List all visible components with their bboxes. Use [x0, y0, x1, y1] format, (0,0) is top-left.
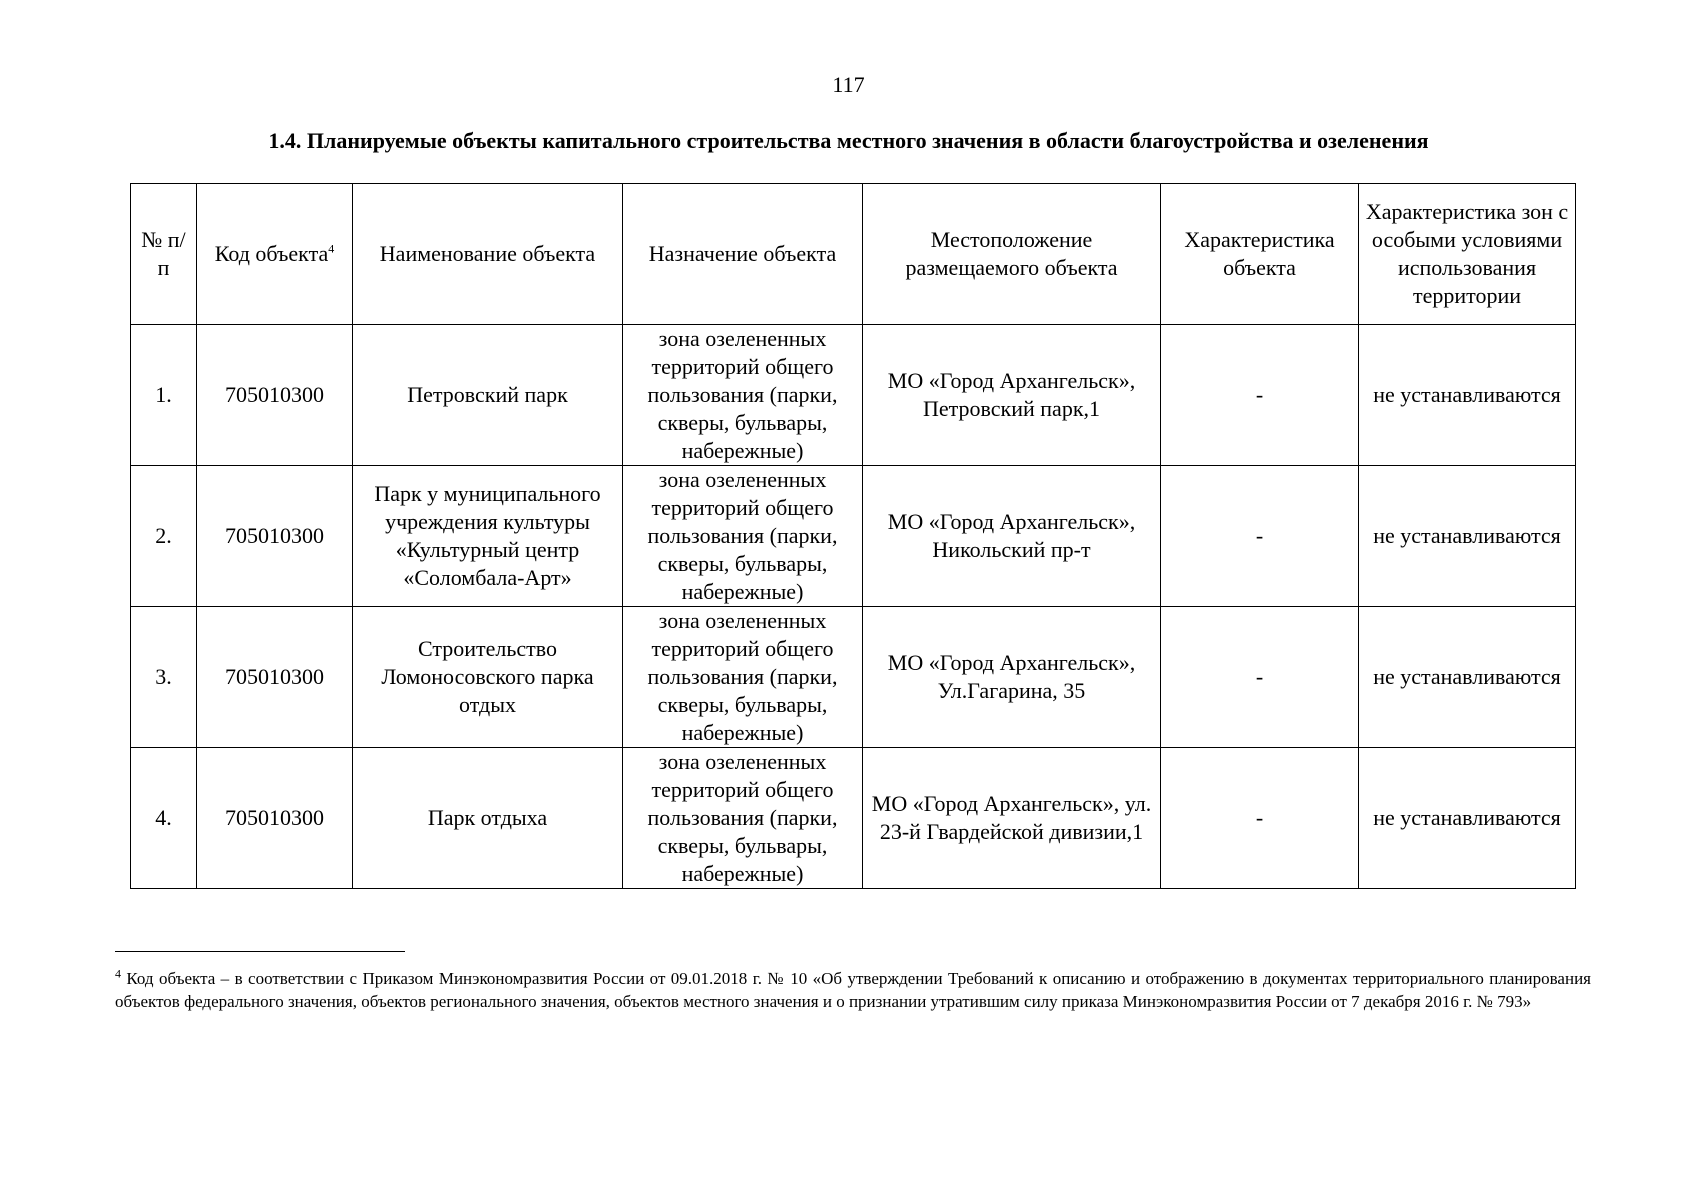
header-name: Наименование объекта: [353, 184, 623, 325]
cell-purpose: зона озелененных территорий общего пользования (парки, скверы, бульвары, набережные): [623, 466, 863, 607]
footnote-text: Код объекта – в соответствии с Приказом Минэкономразвития России от 09.01.2018 г. № 10 «Об утверждении Требований к описанию и отображению в документах территориального планирования объектов федерального значения, объектов регионального значения, объектов местного значения и о признании утратившим силу приказа Минэкономразвития России от 7 декабря 2016 г. № 793»: [115, 969, 1591, 1011]
header-location: Местоположение размещаемого объекта: [863, 184, 1161, 325]
cell-name: Парк отдыха: [353, 748, 623, 889]
objects-table: [130, 183, 1576, 889]
cell-location: МО «Город Архангельск», Петровский парк,1: [863, 325, 1161, 466]
header-zones: Характеристика зон с особыми условиями использования территории: [1359, 184, 1576, 325]
cell-num: 4.: [131, 748, 197, 889]
page-number: 117: [832, 72, 865, 97]
table-row: [131, 748, 1576, 889]
cell-location: МО «Город Архангельск», Ул.Гагарина, 35: [863, 607, 1161, 748]
cell-name: Строительство Ломоносовского парка отдых: [353, 607, 623, 748]
cell-characteristic: -: [1161, 607, 1359, 748]
cell-code: 705010300: [197, 325, 353, 466]
cell-location: МО «Город Архангельск», ул. 23-й Гвардейской дивизии,1: [863, 748, 1161, 889]
header-num: № п/п: [131, 184, 197, 325]
table-row: [131, 466, 1576, 607]
header-characteristic: Характеристика объекта: [1161, 184, 1359, 325]
footnote-marker: 4: [115, 966, 121, 981]
cell-name: Парк у муниципального учреждения культуры «Культурный центр «Соломбала-Арт»: [353, 466, 623, 607]
cell-purpose: зона озелененных территорий общего пользования (парки, скверы, бульвары, набережные): [623, 748, 863, 889]
table-header-row: [131, 184, 1576, 325]
cell-purpose: зона озелененных территорий общего пользования (парки, скверы, бульвары, набережные): [623, 325, 863, 466]
header-purpose: Назначение объекта: [623, 184, 863, 325]
header-code: [197, 184, 353, 325]
header-code-footnote-marker: 4: [328, 241, 335, 256]
table-row: [131, 325, 1576, 466]
cell-zones: не устанавливаются: [1359, 466, 1576, 607]
cell-characteristic: -: [1161, 466, 1359, 607]
table-row: [131, 607, 1576, 748]
cell-zones: не устанавливаются: [1359, 325, 1576, 466]
footnote: [115, 967, 1591, 1013]
cell-characteristic: -: [1161, 325, 1359, 466]
section-title: 1.4. Планируемые объекты капитального строительства местного значения в области благоустройства и озеленения: [268, 128, 1429, 153]
footnote-divider: [115, 951, 405, 952]
cell-code: 705010300: [197, 466, 353, 607]
cell-code: 705010300: [197, 607, 353, 748]
cell-zones: не устанавливаются: [1359, 607, 1576, 748]
cell-num: 3.: [131, 607, 197, 748]
cell-code: 705010300: [197, 748, 353, 889]
cell-num: 2.: [131, 466, 197, 607]
cell-name: Петровский парк: [353, 325, 623, 466]
cell-location: МО «Город Архангельск», Никольский пр-т: [863, 466, 1161, 607]
cell-characteristic: -: [1161, 748, 1359, 889]
cell-num: 1.: [131, 325, 197, 466]
cell-zones: не устанавливаются: [1359, 748, 1576, 889]
header-code-label: Код объекта: [214, 241, 329, 266]
cell-purpose: зона озелененных территорий общего пользования (парки, скверы, бульвары, набережные): [623, 607, 863, 748]
